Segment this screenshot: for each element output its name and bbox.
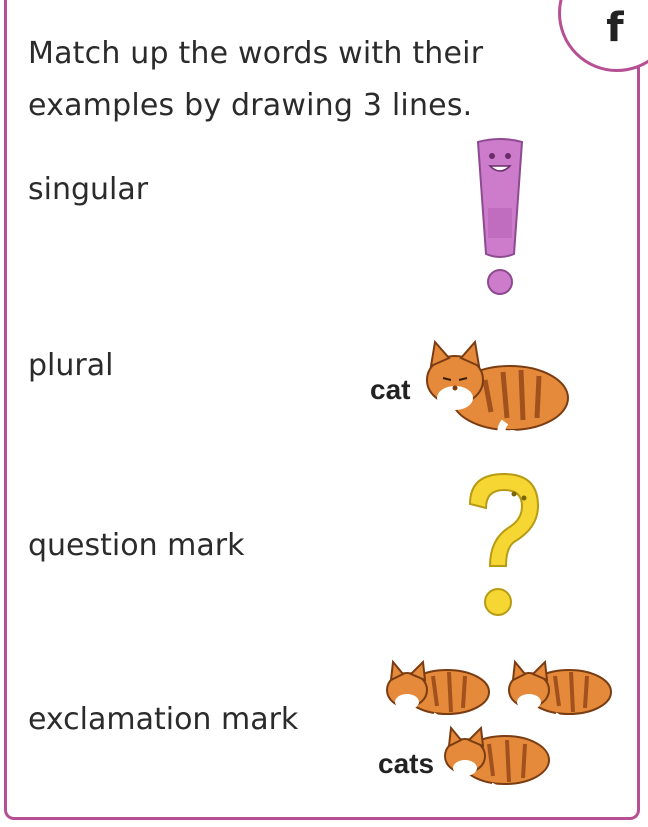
cat-label: cat	[370, 374, 411, 405]
question-mark-icon[interactable]	[462, 470, 546, 622]
badge-letter: f	[606, 5, 624, 51]
cat-icon-right	[509, 662, 611, 724]
word-question-mark[interactable]: question mark	[28, 528, 245, 563]
instruction-text: Match up the words with their examples by drawing 3 lines.	[28, 36, 484, 123]
exclamation-mark-icon[interactable]	[470, 138, 530, 298]
word-singular[interactable]: singular	[28, 172, 149, 207]
cat-icon[interactable]	[425, 340, 570, 440]
word-plural[interactable]: plural	[28, 348, 114, 383]
cat-icon-bottom	[445, 728, 549, 796]
cats-label: cats	[378, 748, 435, 779]
cat-icon-left	[387, 662, 489, 724]
cats-icon[interactable]	[385, 660, 620, 800]
word-exclamation-mark[interactable]: exclamation mark	[28, 702, 299, 737]
